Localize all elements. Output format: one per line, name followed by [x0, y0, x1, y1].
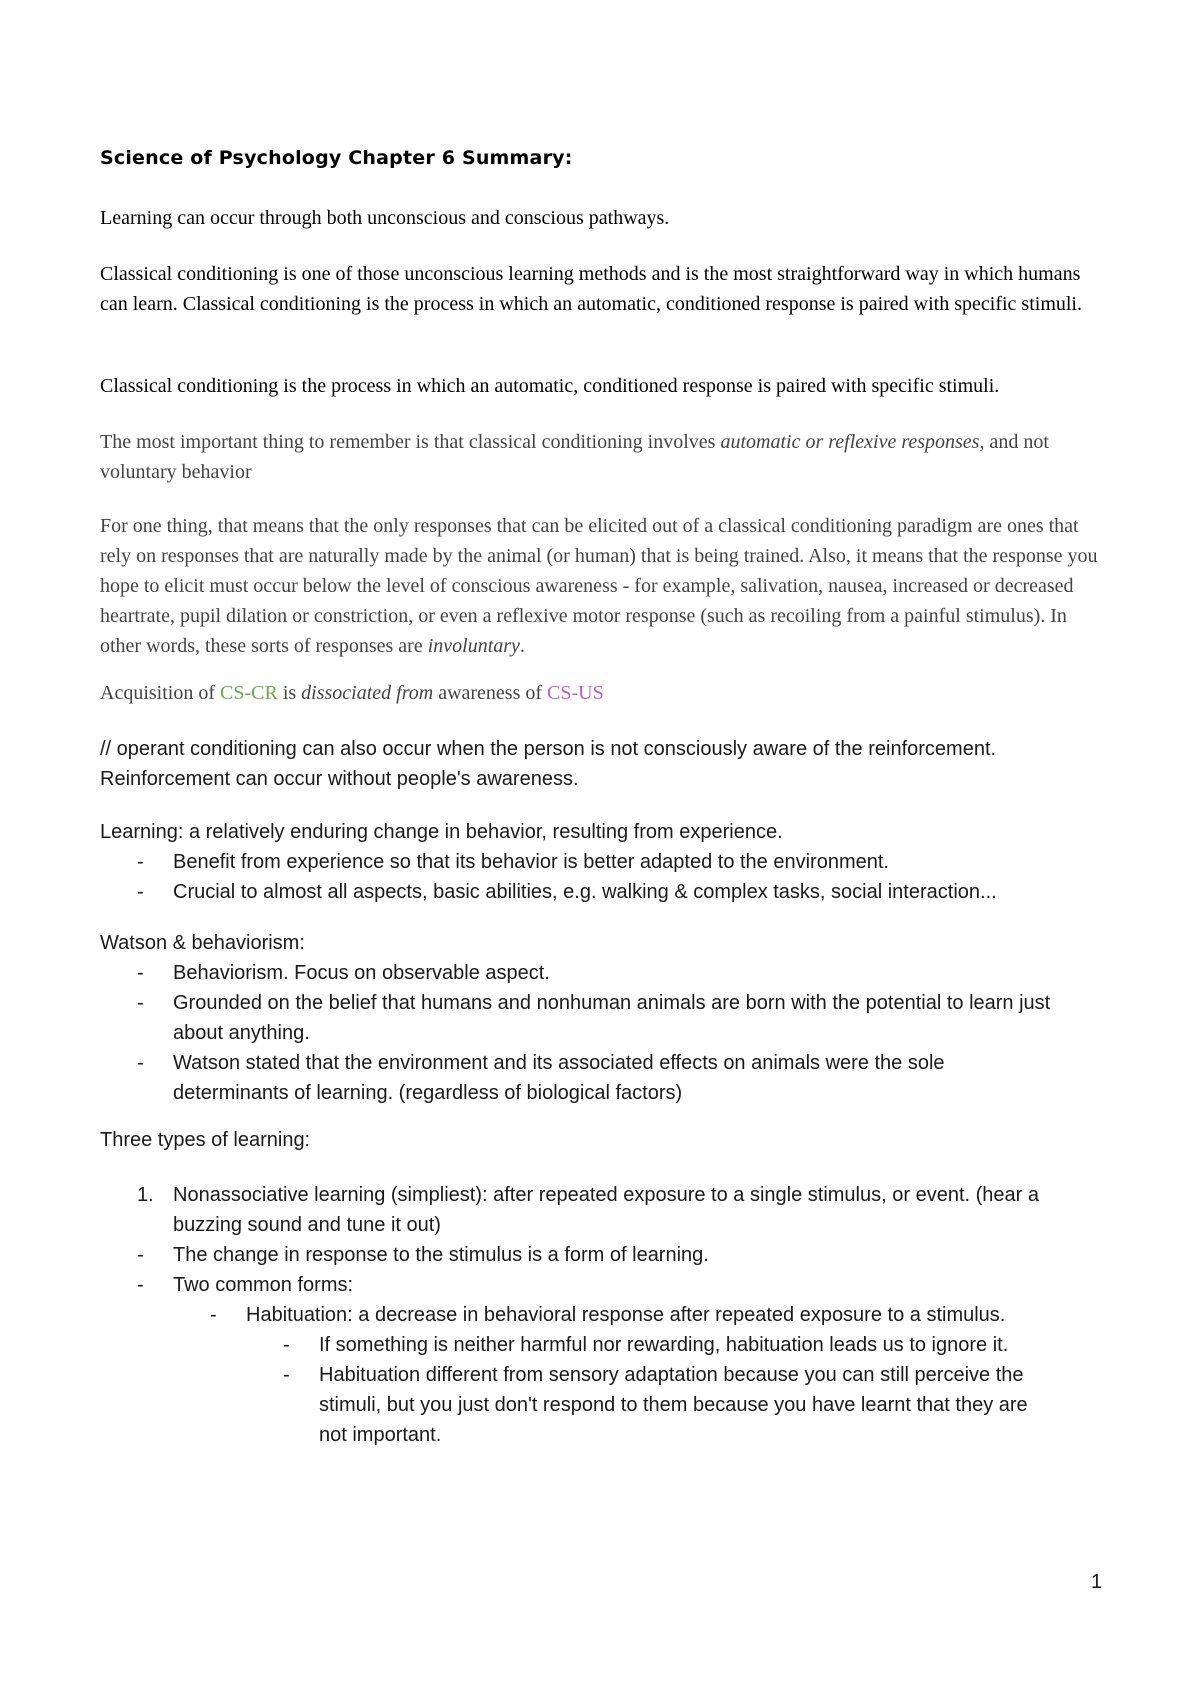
list-item: - Grounded on the belief that humans and nonhuman animals are born with the potential to learn just about anything.	[137, 992, 1051, 1044]
list-item: - Habituation different from sensory adaptation because you can still perceive the stimuli, but you just don't respond to them because you have learnt that they are not important.	[283, 1364, 1028, 1446]
list-item: - Behaviorism. Focus on observable aspect.	[137, 962, 550, 984]
paragraph-classical-definition: Classical conditioning is the process in which an automatic, conditioned response is paired with specific stimuli.	[100, 375, 1000, 397]
section-types	[100, 1180, 1110, 1450]
list-item: - Benefit from experience so that its behavior is better adapted to the environment.	[137, 851, 889, 873]
paragraph-acquisition: Acquisition of CS-CR is dissociated from awareness of CS-US	[100, 682, 604, 704]
learning-heading: Learning: a relatively enduring change in behavior, resulting from experience.	[100, 821, 783, 843]
cs-us-term: CS-US	[547, 682, 604, 704]
section-learning	[100, 817, 1110, 907]
cs-cr-term: CS-CR	[220, 682, 278, 704]
page-number: 1	[1091, 1571, 1103, 1593]
emphasis-automatic: automatic or reflexive responses	[720, 431, 980, 453]
emphasis-dissociated: dissociated from	[301, 682, 434, 704]
paragraph-intro: Learning can occur through both unconscious and conscious pathways.	[100, 207, 670, 229]
list-item: - Watson stated that the environment and its associated effects on animals were the sole determinants of learning. (regardless of biological factors)	[137, 1052, 945, 1104]
emphasis-involuntary: involuntary	[427, 635, 520, 657]
page-title: Science of Psychology Chapter 6 Summary:	[100, 147, 573, 169]
paragraph-classical-conditioning: Classical conditioning is one of those unconscious learning methods and is the most straightforward way in which humans can learn. Classical conditioning is the process in which an automatic, conditioned response is paired with specific stimuli.	[100, 263, 1082, 315]
list-item: - If something is neither harmful nor rewarding, habituation leads us to ignore it.	[283, 1334, 1009, 1356]
list-item: - Two common forms:	[137, 1274, 354, 1296]
list-item-habituation: - Habituation: a decrease in behavioral response after repeated exposure to a stimulus.	[210, 1304, 1006, 1326]
section-watson	[100, 928, 1110, 1108]
paragraph-important-thing: The most important thing to remember is that classical conditioning involves automatic or reflexive responses, and not voluntary behavior	[100, 431, 1049, 483]
paragraph-operant-note: // operant conditioning can also occur when the person is not consciously aware of the reinforcement. Reinforcement can occur without people's awareness.	[100, 738, 997, 790]
list-item: - The change in response to the stimulus is a form of learning.	[137, 1244, 709, 1266]
numbered-item-nonassociative: 1. Nonassociative learning (simpliest): after repeated exposure to a single stimulus, or event. (hear a buzzing sound and tune it out)	[137, 1184, 1039, 1236]
watson-heading: Watson & behaviorism:	[100, 932, 305, 954]
types-heading: Three types of learning:	[100, 1129, 311, 1151]
paragraph-for-one-thing: For one thing, that means that the only responses that can be elicited out of a classical conditioning paradigm are ones that rely on responses that are naturally made by the animal (or human) that is being trained. Also, it means that the response you hope to elicit must occur below the level of conscious awareness - for example, salivation, nausea, increased or decreased heartrate, pupil dilation or constriction, or even a reflexive motor response (such as recoiling from a painful stimulus). In other words, these sorts of responses are involuntary.	[100, 515, 1098, 657]
list-item: - Crucial to almost all aspects, basic abilities, e.g. walking & complex tasks, social interaction...	[137, 881, 997, 903]
